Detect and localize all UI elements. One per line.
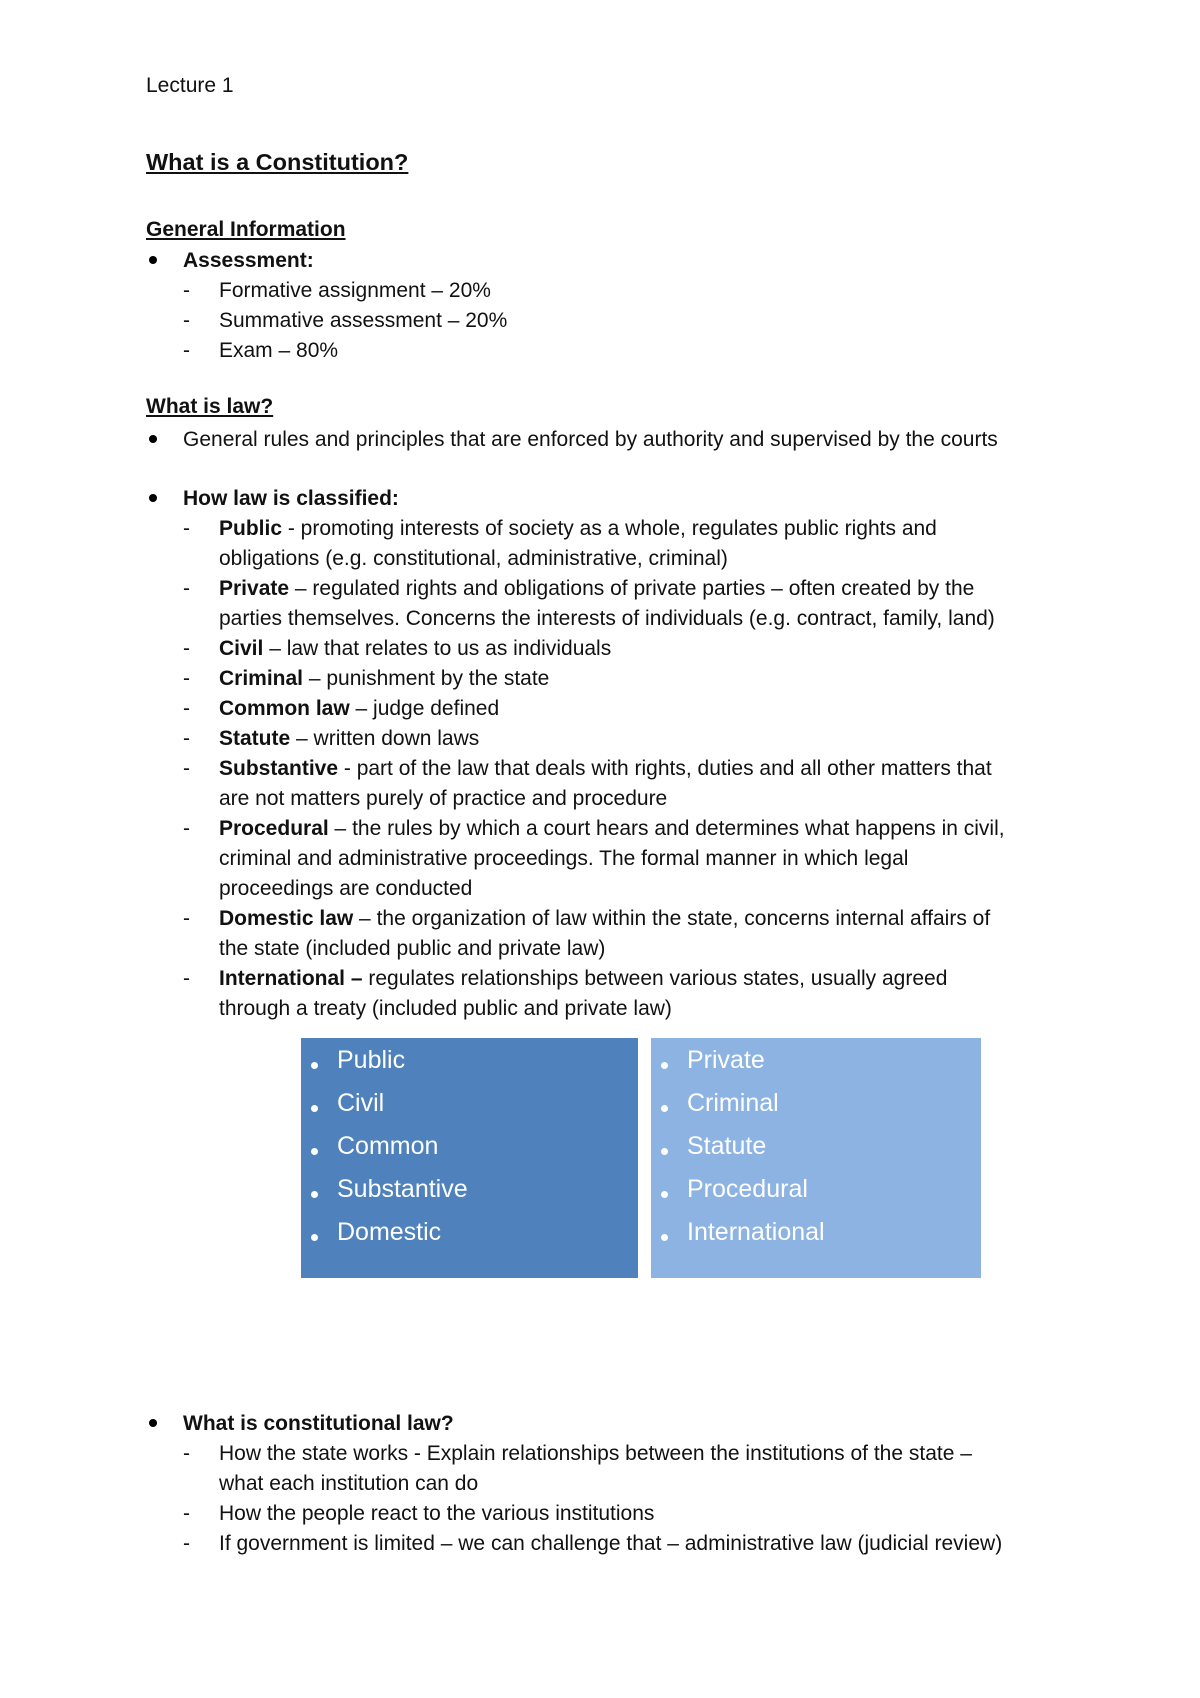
dash-icon: - [183, 697, 190, 720]
dash-icon: - [183, 907, 190, 930]
classification-entry [219, 664, 549, 694]
term-description: regulates relationships between various states, usually agreed [362, 967, 948, 990]
diagram-item: Criminal [687, 1089, 779, 1117]
term-label: Procedural [219, 817, 329, 840]
diagram-item: Civil [337, 1089, 385, 1117]
header-label: Lecture 1 [146, 74, 234, 97]
classification-entry [219, 904, 990, 934]
term-description: – regulated rights and obligations of private parties – often created by the [289, 577, 975, 600]
page-title: What is a Constitution? [146, 149, 409, 175]
term-description-continued: parties themselves. Concerns the interests of individuals (e.g. contract, family, land) [219, 607, 995, 630]
term-description: – law that relates to us as individuals [263, 637, 612, 660]
bullet-icon [661, 1105, 668, 1112]
assessment-label: Assessment: [183, 249, 314, 272]
constitutional-item: How the state works - Explain relationships between the institutions of the state – [219, 1442, 972, 1465]
dash-icon: - [183, 727, 190, 750]
assessment-item: Summative assessment – 20% [219, 309, 508, 332]
bullet-icon [311, 1062, 318, 1069]
classified-label: How law is classified: [183, 487, 399, 510]
diagram-left-column [301, 1038, 638, 1278]
diagram-item: Public [337, 1046, 406, 1074]
law-heading: What is law? [146, 395, 274, 418]
bullet-icon [661, 1234, 668, 1241]
diagram-item: Substantive [337, 1175, 468, 1203]
term-label: Civil [219, 637, 264, 660]
classification-entry [219, 634, 611, 664]
diagram-item: International [687, 1218, 825, 1246]
term-label: Common law [219, 697, 350, 720]
constitutional-item: If government is limited – we can challenge that – administrative law (judicial review) [219, 1532, 1003, 1555]
term-label: Criminal [219, 667, 304, 690]
classification-entry [219, 814, 1005, 844]
term-label: Private [219, 577, 290, 600]
dash-icon: - [183, 757, 190, 780]
dash-icon: - [183, 1532, 190, 1555]
term-description-continued: are not matters purely of practice and procedure [219, 787, 668, 810]
bullet-icon [149, 256, 157, 264]
classification-entry [219, 754, 992, 784]
classification-entry [219, 694, 499, 724]
term-description: – the rules by which a court hears and determines what happens in civil, [328, 817, 1005, 840]
dash-icon: - [183, 577, 190, 600]
term-description: – written down laws [290, 727, 480, 750]
bullet-icon [661, 1062, 668, 1069]
bullet-icon [311, 1148, 318, 1155]
bullet-icon [661, 1148, 668, 1155]
term-label: Public [219, 517, 283, 540]
dash-icon: - [183, 309, 190, 332]
bullet-icon [311, 1234, 318, 1241]
term-label: International – [219, 967, 363, 990]
constitutional-law-label: What is constitutional law? [183, 1412, 454, 1435]
dash-icon: - [183, 667, 190, 690]
diagram-item: Domestic [337, 1218, 442, 1246]
term-description-continued: through a treaty (included public and private law) [219, 997, 672, 1020]
term-description: – the organization of law within the state, concerns internal affairs of [353, 907, 991, 930]
bullet-icon [311, 1191, 318, 1198]
term-description-continued: obligations (e.g. constitutional, administrative, criminal) [219, 547, 728, 570]
term-description-continued: the state (included public and private law) [219, 937, 606, 960]
classification-entry [219, 724, 479, 754]
term-label: Substantive [219, 757, 339, 780]
constitutional-item: How the people react to the various institutions [219, 1502, 655, 1525]
diagram-item: Statute [687, 1132, 767, 1160]
dash-icon: - [183, 279, 190, 302]
assessment-item: Formative assignment – 20% [219, 279, 491, 302]
law-definition: General rules and principles that are enforced by authority and supervised by the courts [183, 428, 998, 451]
term-description: - promoting interests of society as a whole, regulates public rights and [282, 517, 937, 540]
bullet-icon [311, 1105, 318, 1112]
diagram-item: Private [687, 1046, 765, 1074]
term-description-continued: criminal and administrative proceedings. The formal manner in which legal [219, 847, 909, 870]
diagram-item: Procedural [687, 1175, 808, 1203]
term-label: Statute [219, 727, 291, 750]
diagram-right-column [651, 1038, 981, 1278]
assessment-item: Exam – 80% [219, 339, 339, 362]
bullet-icon [149, 494, 157, 502]
dash-icon: - [183, 817, 190, 840]
general-info-heading: General Information [146, 218, 346, 241]
classification-entry [219, 964, 947, 994]
term-description: – judge defined [349, 697, 500, 720]
term-description: - part of the law that deals with rights, duties and all other matters that [338, 757, 992, 780]
term-label: Domestic law [219, 907, 354, 930]
bullet-icon [661, 1191, 668, 1198]
classification-entry [219, 514, 937, 544]
dash-icon: - [183, 517, 190, 540]
diagram-item: Common [337, 1132, 439, 1160]
classification-entry [219, 574, 974, 604]
dash-icon: - [183, 339, 190, 362]
constitutional-item-continued: what each institution can do [219, 1472, 479, 1495]
bullet-icon [149, 1419, 157, 1427]
bullet-icon [149, 435, 157, 443]
dash-icon: - [183, 1442, 190, 1465]
term-description-continued: proceedings are conducted [219, 877, 473, 900]
dash-icon: - [183, 1502, 190, 1525]
dash-icon: - [183, 637, 190, 660]
dash-icon: - [183, 967, 190, 990]
term-description: – punishment by the state [303, 667, 550, 690]
